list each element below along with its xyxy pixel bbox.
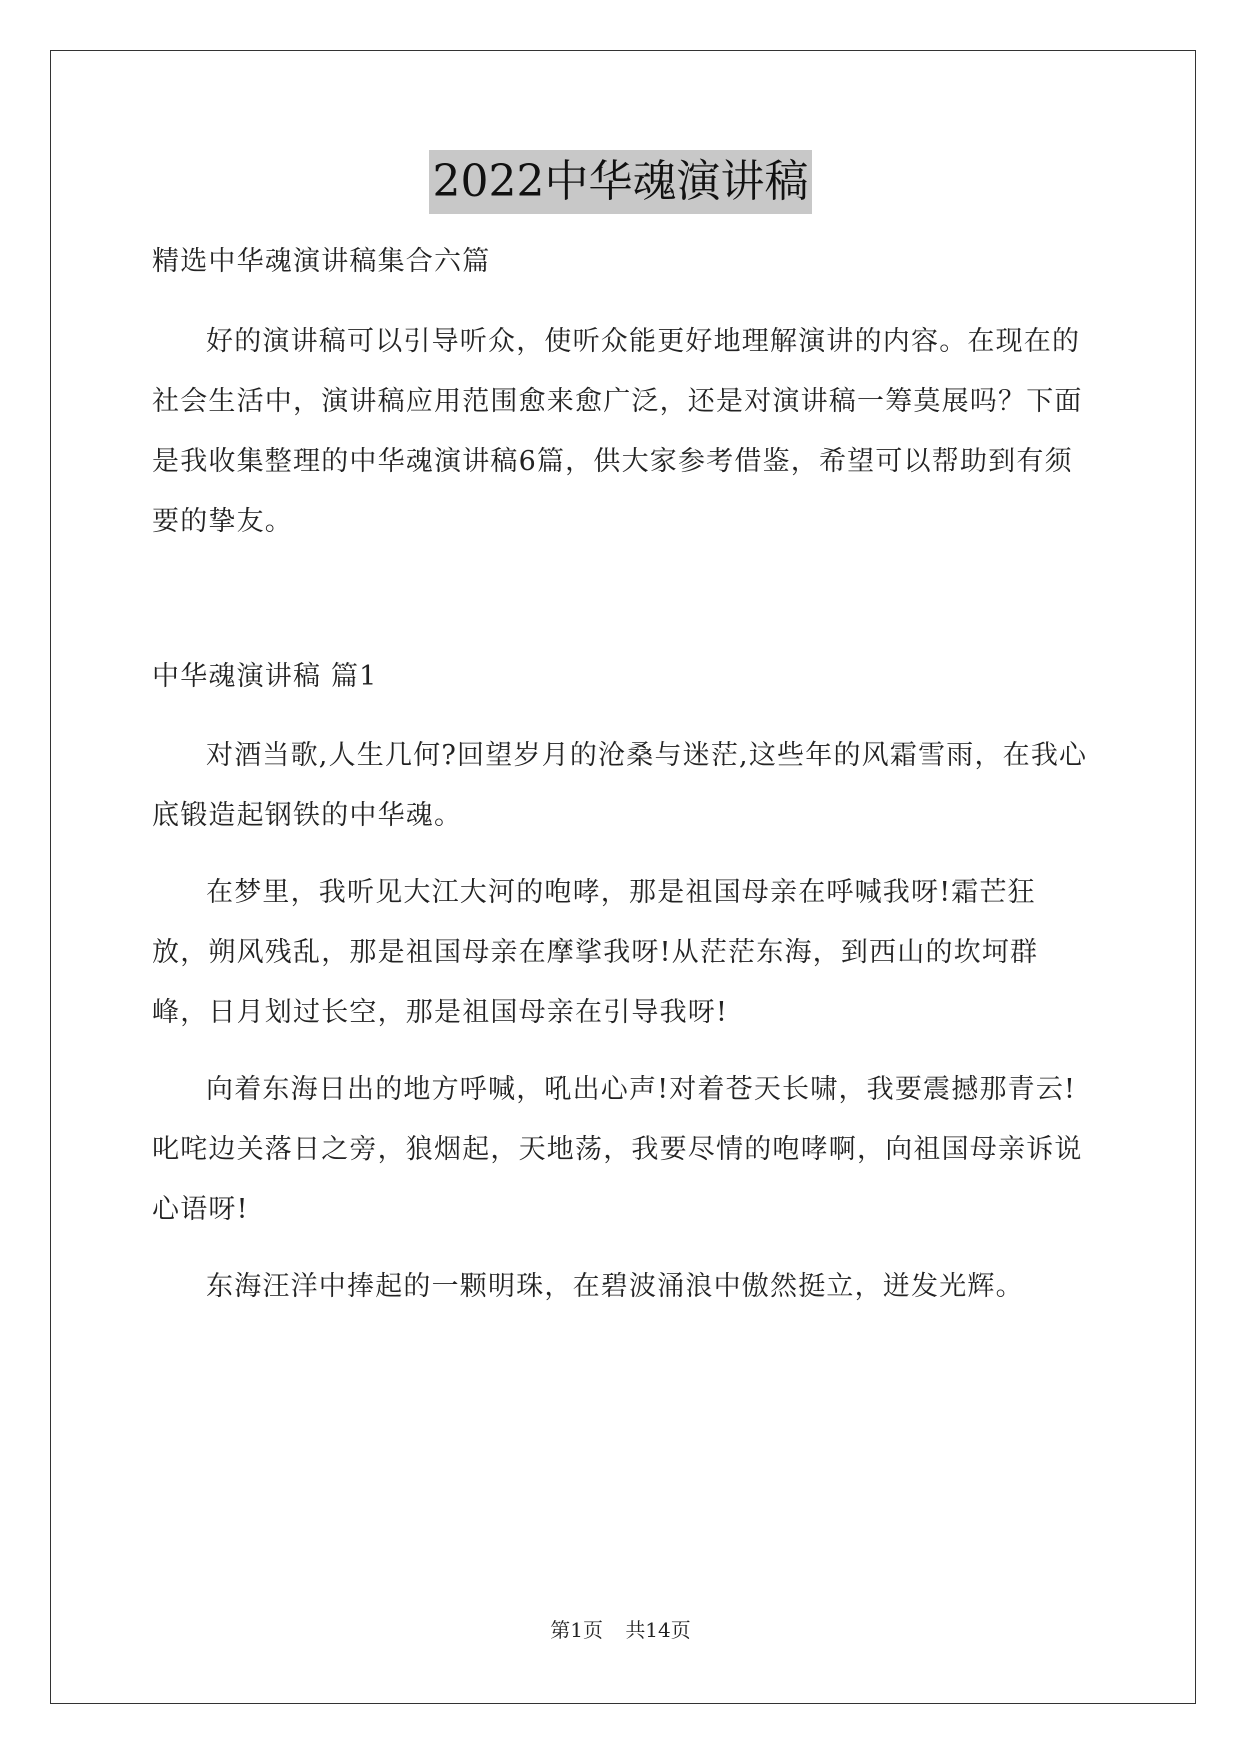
section-heading: 中华魂演讲稿 篇1 [152,661,378,692]
document-subtitle: 精选中华魂演讲稿集合六篇 [152,246,491,277]
document-title-container [0,150,1241,214]
document-body [152,232,1092,1334]
body-paragraph: 向着东海日出的地方呼喊，吼出心声!对着苍天长啸，我要震撼那青云!叱咤边关落日之旁，狼烟起，天地荡，我要尽情的咆哮啊，向祖国母亲诉说心语呀! [152,1074,1083,1225]
page-total: 共14页 [625,1618,691,1642]
body-paragraph: 对酒当歌,人生几何?回望岁月的沧桑与迷茫,这些年的风霜雪雨，在我心底锻造起钢铁的中华魂。 [152,740,1088,831]
body-paragraph: 在梦里，我听见大江大河的咆哮，那是祖国母亲在呼喊我呀!霜芒狂放，朔风残乱，那是祖国母亲在摩挲我呀!从茫茫东海，到西山的坎坷群峰，日月划过长空，那是祖国母亲在引导我呀! [152,877,1039,1028]
body-paragraph: 东海汪洋中捧起的一颗明珠，在碧波涌浪中傲然挺立，迸发光辉。 [206,1271,1024,1302]
section-spacer [152,569,1092,647]
page-number: 第1页 [550,1618,603,1642]
page-footer [0,1614,1241,1643]
intro-paragraph: 好的演讲稿可以引导听众，使听众能更好地理解演讲的内容。在现在的社会生活中，演讲稿应用范围愈来愈广泛，还是对演讲稿一筹莫展吗？下面是我收集整理的中华魂演讲稿6篇，供大家参考借鉴，希望可以帮助到有须要的挚友。 [152,326,1083,537]
document-title: 2022中华魂演讲稿 [429,150,813,214]
